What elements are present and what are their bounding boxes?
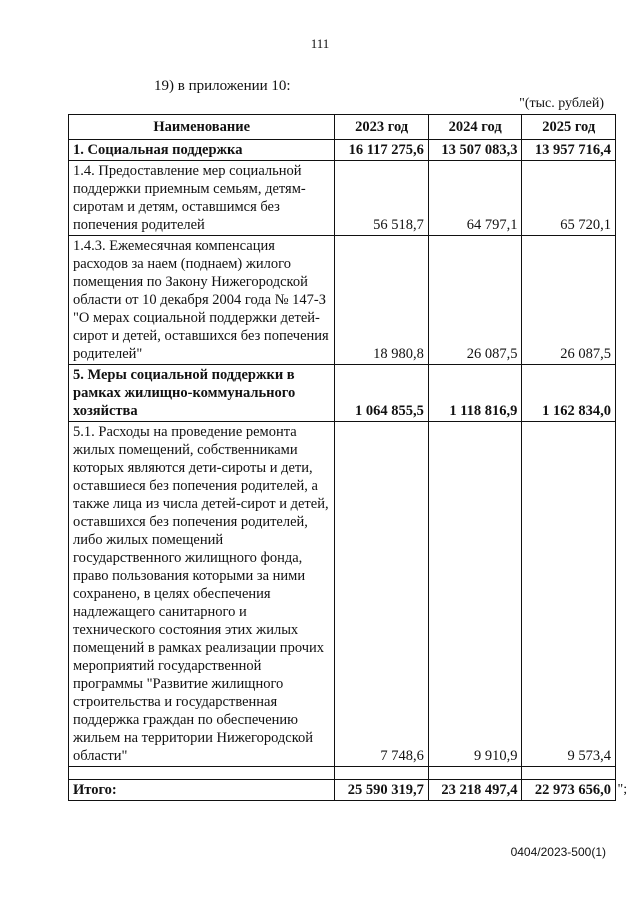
- unit-label: "(тыс. рублей): [519, 96, 604, 111]
- value-2024: 13 507 083,3: [428, 140, 522, 161]
- header-2025: 2025 год: [522, 115, 616, 140]
- row-name: 1.4.3. Ежемесячная компенсация расходов за наем (поднаем) жилого помещения по Закону Нижегородской области от 10 декабря 2004 года № 147-З "О мерах социальной поддержки детей-сирот и детей, оставшихся без попечения родителей": [69, 236, 335, 365]
- row-name: 1. Социальная поддержка: [69, 140, 335, 161]
- table-row: [69, 161, 616, 236]
- row-name: 1.4. Предоставление мер социальной поддержки приемным семьям, детям-сиротам и детям, оставшимся без попечения родителей: [69, 161, 335, 236]
- table-row: [69, 140, 616, 161]
- value-2023: 7 748,6: [335, 422, 429, 767]
- header-2024: 2024 год: [428, 115, 522, 140]
- value-2025: 13 957 716,4: [522, 140, 616, 161]
- total-label: Итого:: [69, 780, 335, 801]
- value-2025: 65 720,1: [522, 161, 616, 236]
- header-2023: 2023 год: [335, 115, 429, 140]
- value-2024: 26 087,5: [428, 236, 522, 365]
- table-row: [69, 422, 616, 767]
- budget-table: [68, 114, 616, 801]
- page-number: 111: [310, 36, 330, 51]
- intro-text: 19) в приложении 10:: [154, 78, 291, 94]
- value-2023: 1 064 855,5: [335, 365, 429, 422]
- value-2025: 26 087,5: [522, 236, 616, 365]
- value-2023: 56 518,7: [335, 161, 429, 236]
- row-name: 5. Меры социальной поддержки в рамках жилищно-коммунального хозяйства: [69, 365, 335, 422]
- header-name: Наименование: [69, 115, 335, 140]
- spacer-row: [69, 767, 616, 780]
- table-row: [69, 236, 616, 365]
- value-2025: 1 162 834,0: [522, 365, 616, 422]
- document-code: 0404/2023-500(1): [510, 845, 606, 859]
- value-2023: 18 980,8: [335, 236, 429, 365]
- total-row: [69, 780, 616, 801]
- row-name: 5.1. Расходы на проведение ремонта жилых помещений, собственниками которых являются дети-сироты и дети, оставшиеся без попечения родителей, а также лица из числа детей-сирот и детей, оставшихся без попечения родителей, либо жилых помещений государственного жилищного фонда, право пользования которыми за ними сохранено, в целях обеспечения надлежащего санитарного и технического состояния этих жилых помещений в рамках реализации прочих мероприятий государственной программы "Развитие жилищного строительства и государственная поддержка граждан по обеспечению жильем на территории Нижегородской области": [69, 422, 335, 767]
- value-2024: 64 797,1: [428, 161, 522, 236]
- value-2024: 1 118 816,9: [428, 365, 522, 422]
- value-2025: 9 573,4: [522, 422, 616, 767]
- table-header-row: [69, 115, 616, 140]
- closing-quote: ";: [617, 781, 628, 797]
- value-2024: 9 910,9: [428, 422, 522, 767]
- table-row: [69, 365, 616, 422]
- total-2024: 23 218 497,4: [428, 780, 522, 801]
- total-2023: 25 590 319,7: [335, 780, 429, 801]
- value-2023: 16 117 275,6: [335, 140, 429, 161]
- total-2025: 22 973 656,0: [522, 780, 616, 801]
